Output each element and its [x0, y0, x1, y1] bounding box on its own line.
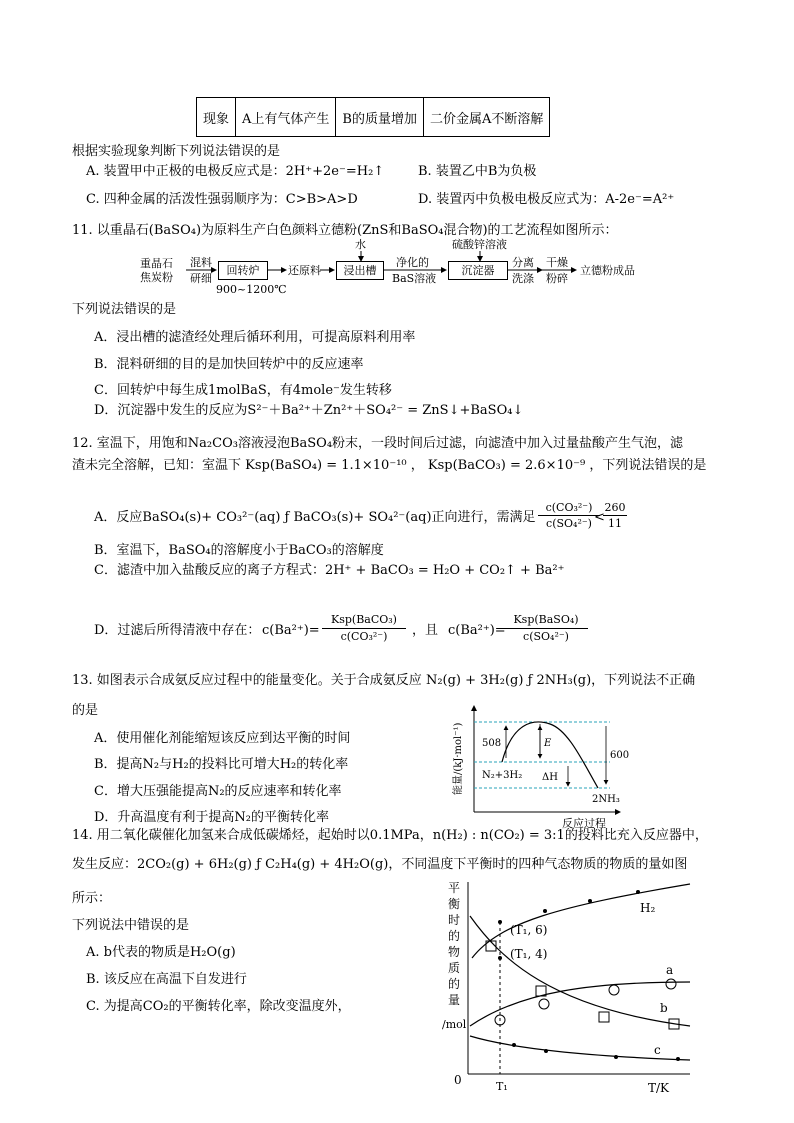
point-t1-4: [498, 956, 502, 960]
q11-option-c: C．回转炉中每生成1molBaS，有4mole⁻发生转移: [94, 383, 392, 398]
y-label-char: 的: [448, 977, 461, 991]
energy-x-label: 反应过程: [562, 817, 606, 830]
table-cell: B的质量增加: [336, 98, 424, 137]
flow-purified-1: 净化的: [396, 256, 429, 269]
q11-option-a: A．浸出槽的滤渣经处理后循环利用，可提高原料利用率: [94, 330, 416, 345]
table-row: [197, 98, 550, 137]
label-dh: ΔH: [542, 772, 558, 783]
energy-y-label: 能量/(kJ·mol⁻¹): [453, 722, 464, 795]
energy-diagram: [450, 700, 670, 832]
c-marker: [614, 1055, 618, 1059]
c-marker: [676, 1057, 680, 1061]
flow-mix-top: 混料: [190, 256, 212, 269]
q12-a-fraction: [538, 500, 600, 531]
c-marker: [544, 1049, 548, 1053]
fraction-numerator: Ksp(BaSO₄): [513, 613, 579, 626]
q12-a-relation: <: [594, 510, 605, 525]
q14-stem-2: 发生反应：2CO₂(g) + 6H₂(g) ƒ C₂H₄(g) + 4H₂O(g)，不同温度下平衡时的四种气态物质的物质的量如图: [72, 857, 688, 872]
h2-marker: [588, 899, 592, 903]
q11-option-b: B．混料研细的目的是加快回转炉中的反应速率: [94, 357, 364, 372]
fraction-numerator: Ksp(BaCO₃): [331, 613, 397, 626]
flow-furnace-box: 回转炉: [218, 261, 268, 280]
fraction-denominator: 11: [603, 515, 627, 531]
q14-question: 下列说法中错误的是: [72, 918, 190, 933]
q11-option-d: D．沉淀器中发生的反应为S²⁻＋Ba²⁺＋Zn²⁺＋SO₄²⁻ = ZnS↓+BaSO₄↓: [94, 403, 524, 418]
label-e: E: [544, 738, 552, 749]
table-cell: 二价金属A不断溶解: [423, 98, 549, 137]
flow-precip-box: 沉淀器: [448, 261, 508, 280]
q12-d-lhs-2: c(Ba²⁺)=: [448, 623, 506, 638]
q10-option-d: D. 装置丙中负极电极反应式为：A-2e⁻=A²⁺: [418, 192, 675, 207]
label-t1-4: (T₁, 4): [510, 947, 548, 961]
q12-d-lhs-1: c(Ba²⁺)=: [262, 623, 320, 638]
q14-stem-3: 所示：: [72, 891, 112, 906]
y-label-char: 平: [448, 881, 461, 895]
q13-stem-2: 的是: [72, 703, 99, 718]
q10-option-c: C. 四种金属的活泼性强弱顺序为：C>B>A>D: [86, 192, 358, 207]
q13-option-c: C．增大压强能提高N₂的反应速率和转化率: [94, 784, 342, 799]
equilibrium-graph: [440, 878, 700, 1100]
q10-option-a: A. 装置甲中正极的电极反应式是：2H⁺+2e⁻=H₂↑: [86, 164, 385, 179]
flow-purified-2: BaS溶液: [392, 272, 437, 285]
q12-d-fraction-2: [504, 612, 588, 645]
table-cell: 现象: [197, 98, 236, 137]
observation-table: [196, 97, 550, 137]
t1-label: T₁: [496, 1080, 508, 1093]
y-label-char: 质: [448, 961, 461, 975]
value-600: 600: [610, 750, 630, 761]
curve-h2: [472, 884, 690, 958]
q12-a-value-fraction: [603, 500, 627, 531]
a-marker: [539, 999, 549, 1009]
q13-stem-1: 13. 如图表示合成氨反应过程中的能量变化。关于合成氨反应 N₂(g) + 3H₂(g) ƒ 2NH₃(g)，下列说法不正确: [72, 673, 696, 688]
y-label-char: 物: [448, 945, 461, 959]
q11-stem: 11. 以重晶石(BaSO₄)为原料生产白色颜料立德粉(ZnS和BaSO₄混合物)的工艺流程如图所示：: [72, 223, 618, 238]
flow-dry-top: 干燥: [546, 256, 568, 269]
graph-x-label: T/K: [648, 1081, 670, 1095]
fraction-numerator: c(CO₃²⁻): [545, 501, 593, 514]
fraction-numerator: 260: [604, 501, 626, 514]
flow-raw-2: 焦炭粉: [140, 271, 173, 284]
y-label-unit: /mol: [442, 1018, 467, 1031]
graph-origin: 0: [454, 1073, 462, 1087]
q12-option-d: D．过滤后所得清液中存在：: [94, 623, 261, 638]
flow-mix-bottom: 研细: [190, 272, 212, 285]
q12-stem-2: 渣未完全溶解，已知：室温下 Ksp(BaSO₄) = 1.1×10⁻¹⁰ ， Ksp(BaCO₃) = 2.6×10⁻⁹ ，下列说法错误的是: [72, 458, 707, 473]
q12-d-mid: ，且: [412, 623, 439, 638]
value-508: 508: [482, 738, 502, 749]
process-flow-diagram: [140, 237, 660, 299]
y-label-char: 量: [448, 993, 461, 1007]
curve-a: [470, 982, 690, 1026]
q12-stem-1: 12. 室温下，用饱和Na₂CO₃溶液浸泡BaSO₄粉末，一段时间后过滤，向滤渣中加入过量盐酸产生气泡，滤: [72, 436, 684, 451]
q10-option-b: B. 装置乙中B为负极: [418, 164, 537, 179]
c-marker: [512, 1043, 516, 1047]
a-marker: [666, 979, 676, 989]
q13-option-a: A．使用催化剂能缩短该反应到达平衡的时间: [94, 731, 351, 746]
q10-stem: 根据实验现象判断下列说法错误的是: [72, 144, 281, 159]
fraction-denominator: c(CO₃²⁻): [322, 628, 406, 645]
point-t1-6: [498, 920, 502, 924]
flow-sep-bottom: 洗涤: [512, 272, 534, 285]
q12-option-c: C．滤渣中加入盐酸反应的离子方程式：2H⁺ + BaCO₃ = H₂O + CO₂↑ + Ba²⁺: [94, 563, 565, 578]
flow-reduced: 还原料: [288, 264, 321, 277]
label-product: 2NH₃: [592, 794, 620, 805]
flow-product: 立德粉成品: [580, 264, 635, 277]
fraction-denominator: c(SO₄²⁻): [538, 515, 600, 531]
graph-y-label: [442, 881, 467, 1031]
label-a: a: [666, 963, 674, 977]
flow-leach-box: 浸出槽: [336, 261, 384, 280]
flow-sep-top: 分离: [512, 256, 534, 269]
fraction-denominator: c(SO₄²⁻): [504, 628, 588, 645]
y-label-char: 的: [448, 929, 461, 943]
q14-option-a: A. b代表的物质是H₂O(g): [86, 945, 236, 960]
label-h2: H₂: [640, 901, 656, 915]
flow-water: 水: [355, 238, 366, 251]
b-marker: [599, 1012, 609, 1022]
q14-stem-1: 14. 用二氧化碳催化加氢来合成低碳烯烃，起始时以0.1MPa，n(H₂) : n(CO₂) = 3:1的投料比充入反应器中，: [72, 828, 708, 843]
flow-temperature: 900~1200℃: [216, 283, 287, 296]
q12-option-a: A．反应BaSO₄(s)+ CO₃²⁻(aq) ƒ BaCO₃(s)+ SO₄²⁻(aq)正向进行，需满足: [94, 510, 536, 525]
flow-dry-bottom: 粉碎: [546, 272, 568, 285]
y-label-char: 衡: [448, 897, 461, 911]
h2-marker: [636, 890, 640, 894]
q12-d-fraction-1: [322, 612, 406, 645]
q14-option-c: C. 为提高CO₂的平衡转化率，除改变温度外，: [86, 999, 351, 1014]
q11-question: 下列说法错误的是: [72, 302, 177, 317]
flow-znso4: 硫酸锌溶液: [452, 238, 507, 251]
a-marker: [609, 985, 619, 995]
label-c: c: [654, 1043, 661, 1057]
label-t1-6: (T₁, 6): [510, 923, 548, 937]
q14-option-b: B. 该反应在高温下自发进行: [86, 972, 247, 987]
label-b: b: [660, 1001, 668, 1015]
h2-marker: [543, 909, 547, 913]
y-label-char: 时: [448, 913, 461, 927]
flow-raw-1: 重晶石: [140, 257, 173, 270]
label-reactants: N₂+3H₂: [482, 770, 523, 781]
table-cell: A上有气体产生: [236, 98, 336, 137]
q13-option-b: B．提高N₂与H₂的投料比可增大H₂的转化率: [94, 757, 349, 772]
q12-option-b: B．室温下，BaSO₄的溶解度小于BaCO₃的溶解度: [94, 543, 384, 558]
q13-option-d: D．升高温度有利于提高N₂的平衡转化率: [94, 810, 330, 825]
